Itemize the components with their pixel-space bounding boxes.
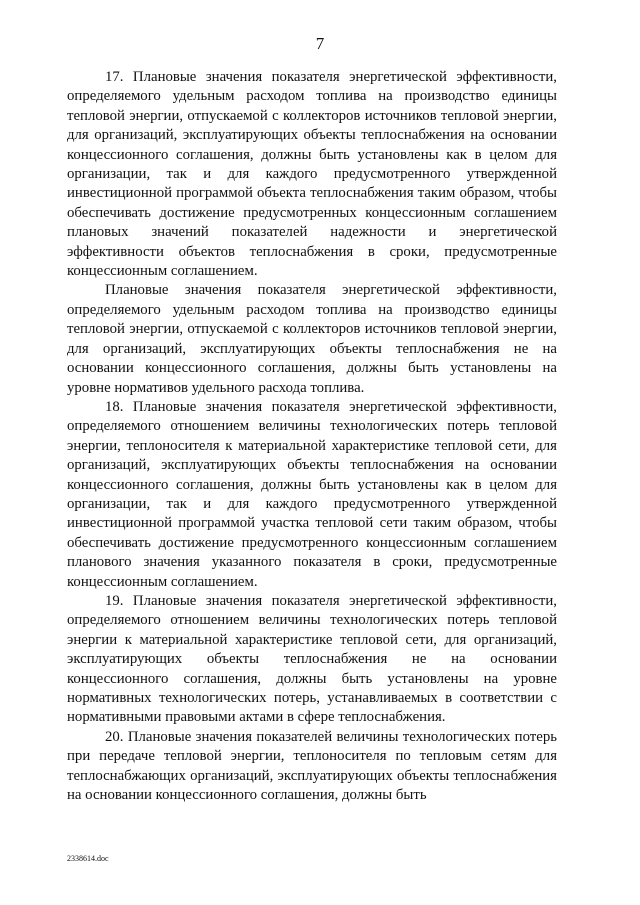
- page-number: 7: [315, 34, 325, 53]
- document-body: [67, 68, 557, 805]
- document-filename-footer: 2338614.doc: [67, 854, 109, 863]
- paragraph-17: 17. Плановые значения показателя энергетической эффективности, определяемого удельным расходом топлива на производство единицы тепловой энергии, отпускаемой с коллекторов источников тепловой энергии, для организаций, эксплуатирующих объекты теплоснабжения на основании концессионного соглашения, должны быть установлены как в целом для организации, так и для каждого предусмотренного утвержденной инвестиционной программой объекта теплоснабжения таким образом, чтобы обеспечивать достижение предусмотренных концессионным соглашением плановых значений показателей надежности и энергетической эффективности объектов теплоснабжения в сроки, предусмотренные концессионным соглашением.: [67, 69, 557, 280]
- paragraph-18: 18. Плановые значения показателя энергетической эффективности, определяемого отношением величины технологических потерь тепловой энергии, теплоносителя к материальной характеристике тепловой сети, для организаций, эксплуатирующих объекты теплоснабжения на основании концессионного соглашения, должны быть установлены как в целом для организации, так и для каждого предусмотренного утвержденной инвестиционной программой участка тепловой сети таким образом, чтобы обеспечивать достижение предусмотренного концессионным соглашением планового значения указанного показателя в сроки, предусмотренные концессионным соглашением.: [67, 398, 557, 590]
- paragraph-17-continued: Плановые значения показателя энергетической эффективности, определяемого удельным расходом топлива на производство единицы тепловой энергии, отпускаемой с коллекторов источников тепловой энергии, для организаций, эксплуатирующих объекты теплоснабжения не на основании концессионного соглашения, должны быть установлены на уровне нормативов удельного расхода топлива.: [67, 282, 557, 396]
- paragraph-19: 19. Плановые значения показателя энергетической эффективности, определяемого отношением величины технологических потерь тепловой энергии к материальной характеристике тепловой сети, для организаций, эксплуатирующих объекты теплоснабжения не на основании концессионного соглашения, должны быть установлены на уровне нормативных технологических потерь, устанавливаемых в соответствии с нормативными правовыми актами в сфере теплоснабжения.: [67, 592, 557, 726]
- paragraph-20: 20. Плановые значения показателей величины технологических потерь при передаче тепловой энергии, теплоносителя по тепловым сетям для теплоснабжающих организаций, эксплуатирующих объекты теплоснабжения на основании концессионного соглашения, должны быть: [67, 728, 557, 804]
